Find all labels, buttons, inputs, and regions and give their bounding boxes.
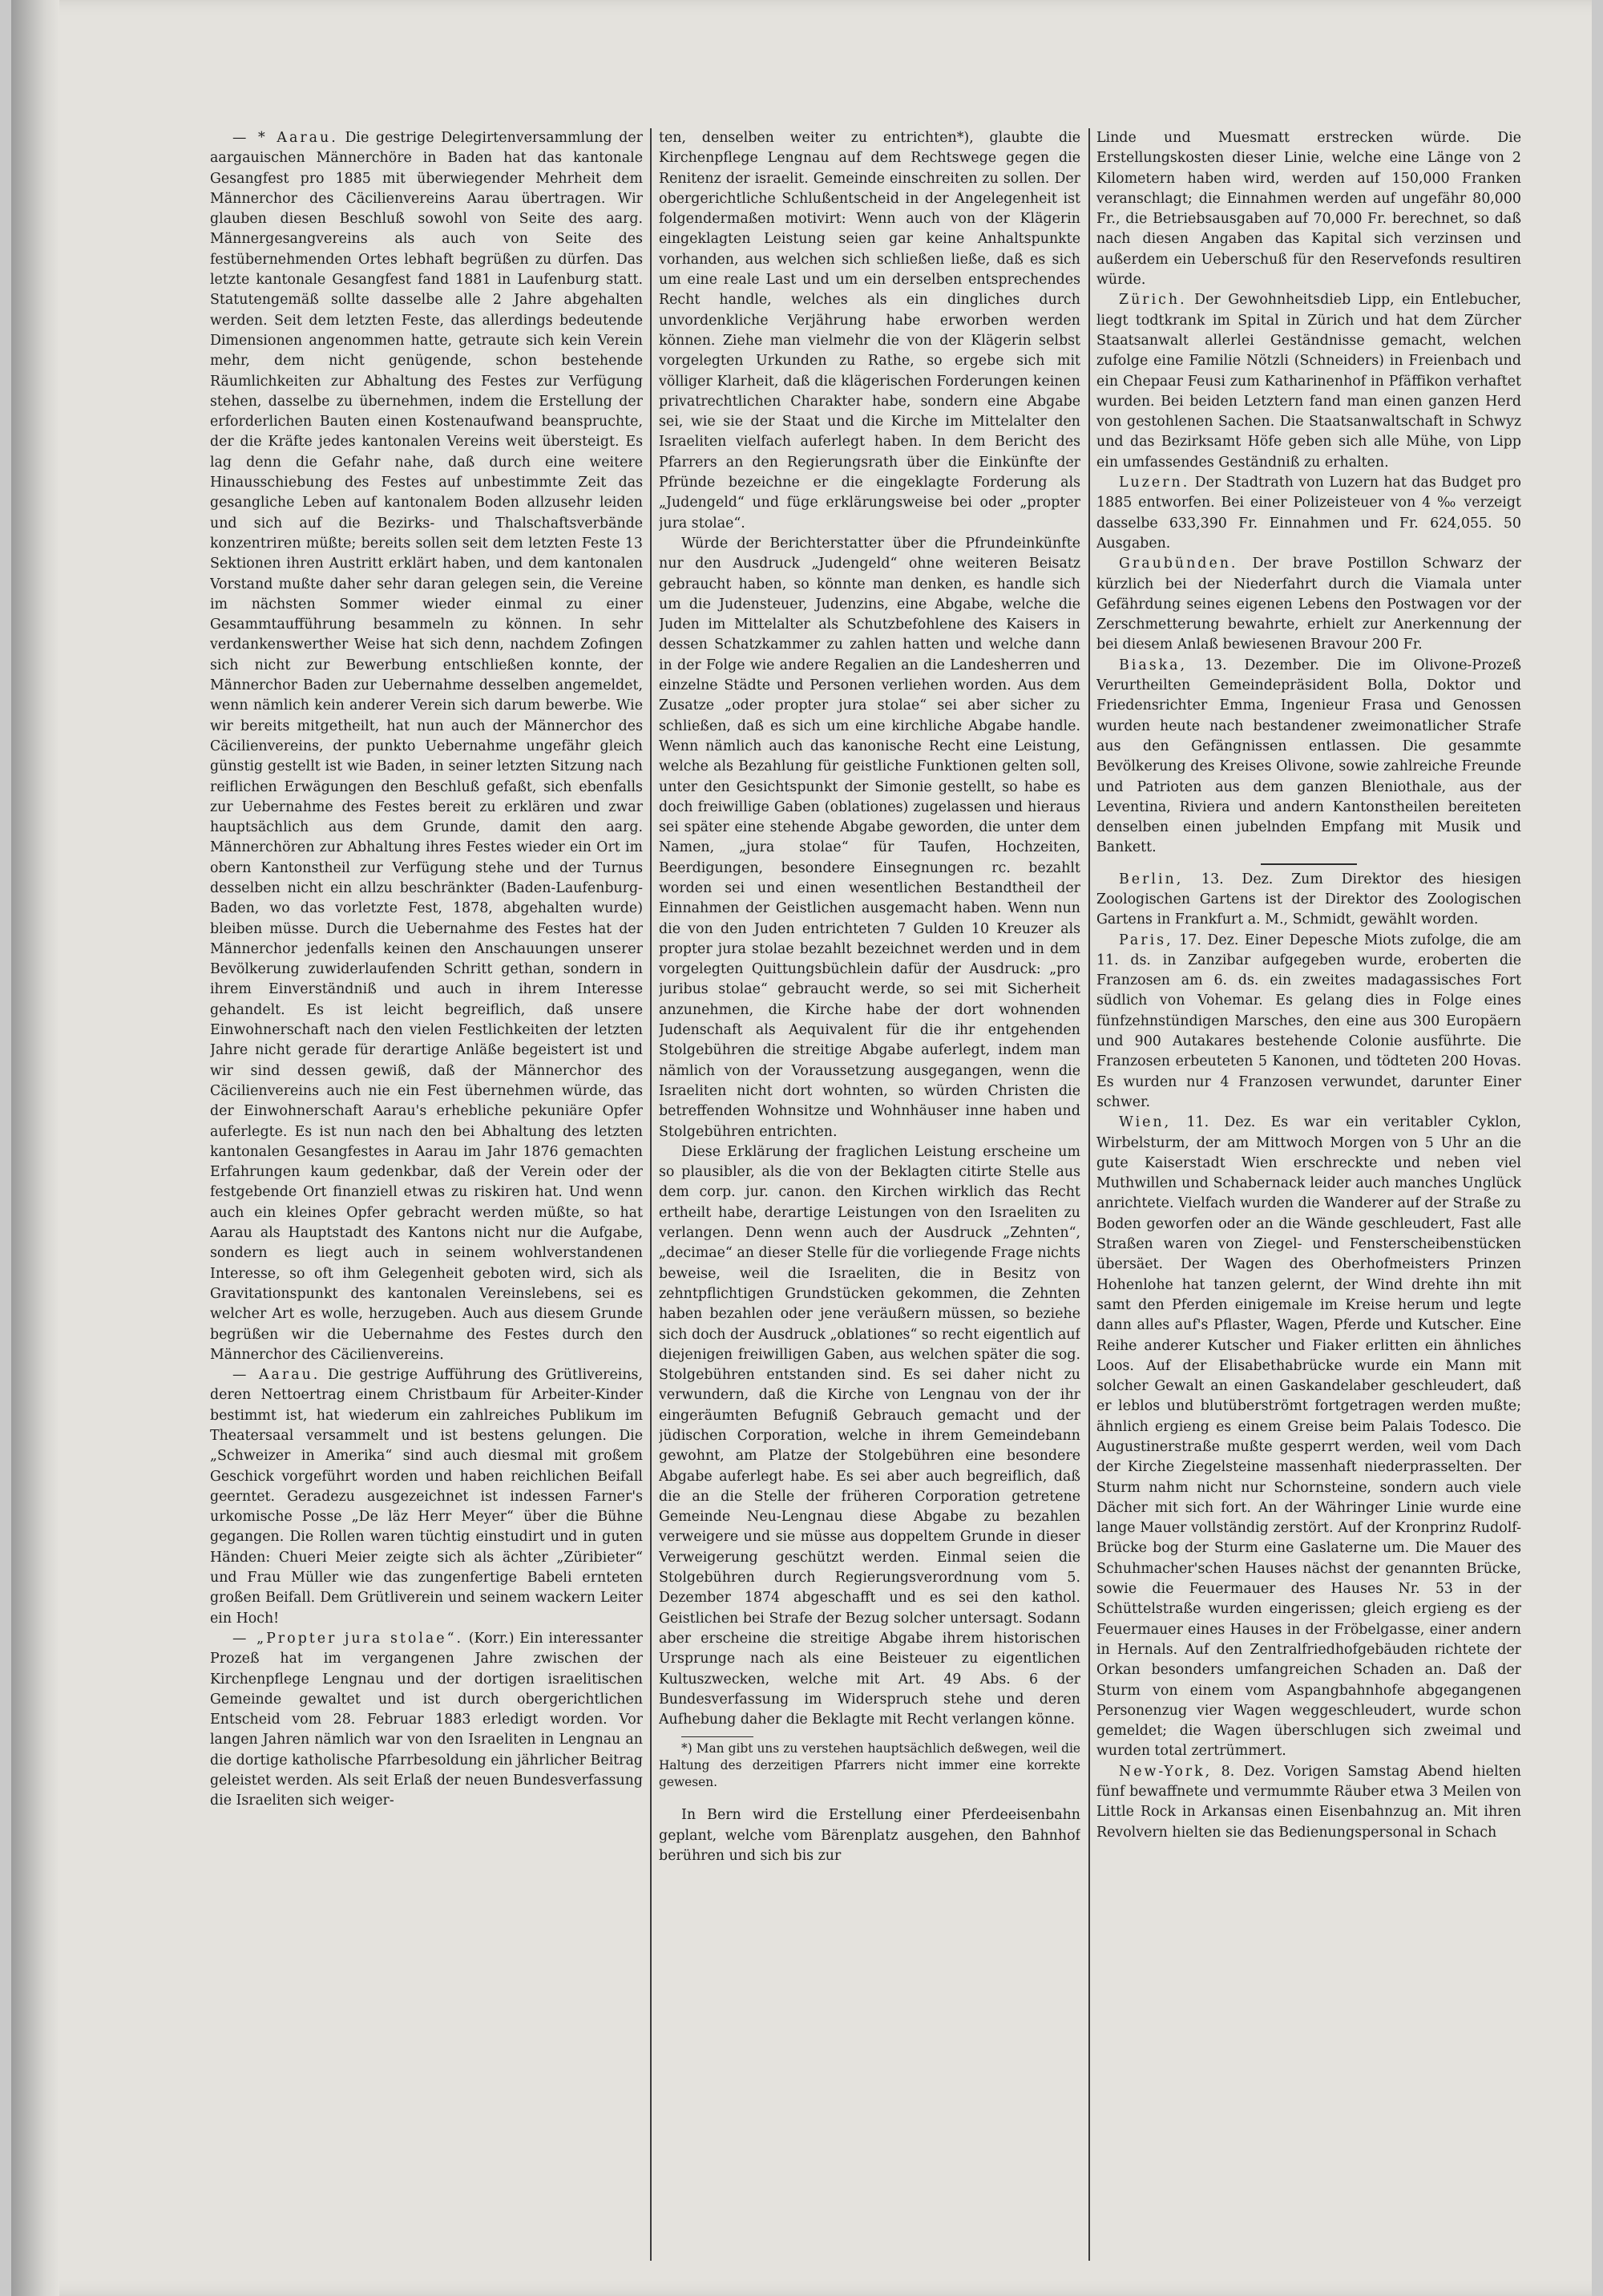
article-luzern <box>1096 473 1521 554</box>
dateline: Graubünden. <box>1119 556 1238 572</box>
article-body: 11. Dez. Es war ein veritabler Cyklon, Wirbelsturm, der am Mittwoch Morgen von 5 Uhr an die gute Kaiserstadt Wien erschreckte und neben viel Muthwillen und Schabernack leider auch manches Unglück anrichtete. Vielfach wurden die Wanderer auf der Straße zu Boden geworfen oder an die Wände geschleudert, Fast alle Straßen waren von Ziegel- und Fensterscheibenstücken übersäet. Der Wagen des Oberhofmeisters Prinzen Hohenlohe hat tanzen gelernt, der Wind drehte ihn mit samt den Pferden einigemale im Kreise herum und legte dann alles auf's Pflaster, Wagen, Pferde und Kutscher. Eine Reihe anderer Kutscher und Fiaker erlitten ein ähnliches Loos. Auf der Elisabethabrücke wurde ein Mann mit solcher Gewalt an einen Gaskandelaber geschleudert, daß er leblos und blutüberströmt fortgetragen werden mußte; ähnlich ergieng es einem Greise beim Palais Todesco. Die Augustinerstraße mußte gesperrt werden, weil vom Dach der Kirche Ziegelsteine massenhaft niederprasselten. Der Sturm nahm nicht nur Schornsteine, sondern auch viele Dächer mit sich fort. An der Währinger Linie wurde eine lange Mauer vollständig zerstört. Auf der Kronprinz Rudolf-Brücke bog der Sturm eine Gaslaterne um. Die Mauer des Schuhmacher'schen Hauses nächst der genannten Brücke, sowie die Feuermauer des Hauses Nr. 53 in der Schüttelstraße wurden eingerissen; gleich ergieng es der Feuermauer eines Hauses in der Fröbelgasse, einer andern in Hernals. Auf den Zentralfriedhofgebäuden richtete der Orkan besonders umfangreichen Schaden an. Daß der Sturm von einem vom Aspangbahnhofe abgegangenen Personenzug vier Wagen weggeschleudert, wurde schon gemeldet; die Wagen überschlugen sich zweimal und wurden total zertrümmert. <box>1096 1114 1521 1760</box>
dateline: New-York, <box>1119 1763 1213 1780</box>
footnote-rule <box>681 1736 753 1737</box>
article-body: 13. Dez. Zum Direktor des hiesigen Zoologischen Gartens ist der Direktor des Zoologischen Gartens in Frankfurt a. M., Schmidt, gewählt worden. <box>1096 871 1521 928</box>
section-separator <box>1261 863 1357 865</box>
page-spine-shadow <box>11 0 59 2296</box>
dateline: Berlin, <box>1119 871 1184 887</box>
article-paragraph: Diese Erklärung der fraglichen Leistung erscheine um so plausibler, als die von der Beklagten citirte Stelle aus dem corp. jur. canon. den Kirchen wirklich das Recht ertheilt habe, derartige Leistungen von den Israeliten zu verlangen. Denn wenn auch der Ausdruck „Zehnten“, „decimae“ an dieser Stelle für die vorliegende Frage nichts beweise, weil die Israeliten, die in Besitz von zehntpflichtigen Grundstücken gekommen, die Zehnten haben bezahlen oder jene veräußern müssen, so beziehe sich doch der Ausdruck „oblationes“ so recht eigentlich auf diejenigen freiwilligen Gaben, aus welchen später die sog. Stolgebühren entstanden sind. Es sei daher nicht zu verwundern, daß die Kirche von Lengnau von der ihr eingeräumten Befugniß Gebrauch gemacht und der jüdischen Corporation, welche in ihrem Gemeindebann gewohnt, am Platze der Stolgebühren eine besondere Abgabe auferlegt habe. Es sei aber auch begreiflich, daß die an die Stelle der früheren Corporation getretene Gemeinde Neu-Lengnau diese Abgabe zu bezahlen verweigere und sie müsse aus doppeltem Grunde in dieser Verweigerung geschützt werden. Einmal seien die Stolgebühren durch Regierungsverordnung vom 5. Dezember 1874 abgeschafft und es sei den kathol. Geistlichen bei Strafe der Bezug solcher untersagt. Sodann aber erscheine die streitige Abgabe ihrem historischen Ursprunge nach als eine Beisteuer zu eigentlichen Kultuszwecken, welche mit Art. 49 Abs. 6 der Bundesverfassung im Widerspruch stehe und deren Aufhebung daher die Beklagte mit Recht verlangen könne. <box>659 1143 1080 1728</box>
article-body: Der Gewohnheitsdieb Lipp, ein Entlebucher, liegt todtkrank im Spital in Zürich und hat dem Zürcher Staatsanwalt allerlei Geständnisse gemacht, welchen zufolge eine Familie Nötzli (Schneiders) in Freienbach und ein Chepaar Feusi zum Katharinenhof in Pfäffikon verhaftet wurden. Bei beiden Letztern fand man einen ganzen Herd von gestohlenen Sachen. Die Staatsanwaltschaft in Schwyz und das Bezirksamt Höfe geben sich alle Mühe, von Lipp ein umfassendes Geständniß zu erhalten. <box>1096 292 1521 471</box>
dateline: Luzern. <box>1119 475 1190 491</box>
column-2 <box>659 128 1080 2277</box>
article-bern-pferdebahn: In Bern wird die Erstellung einer Pferdeeisenbahn geplant, welche vom Bärenplatz ausgehen, den Bahnhof berühren und sich bis zur <box>659 1807 1080 1865</box>
article-wien <box>1096 1113 1521 1762</box>
article-body: 17. Dez. Einer Depesche Miots zufolge, die am 11. ds. in Zanzibar aufgegeben wurde, eroberten die Franzosen am 6. ds. ein zweites madagassisches Fort südlich von Vohemar. Es gelang dies in Folge eines fünfzehnstündigen Marsches, den eine aus 300 Europäern und 900 Autakares bestehende Colonie ausführte. Die Franzosen erbeuteten 5 Kanonen, und tödteten 200 Hovas. Es wurden nur 4 Franzosen verwundet, darunter Einer schwer. <box>1096 932 1521 1110</box>
article-aarau-gesangfest <box>210 128 643 1365</box>
article-paragraph: Würde der Berichterstatter über die Pfrundeinkünfte nur den Ausdruck „Judengeld“ ohne weiteren Beisatz gebraucht haben, so könnte man denken, es handle sich um die Judensteuer, Judenzins, eine Abgabe, welche die Juden im Mittelalter als Schutzbefohlene des Kaisers in dessen Schatzkammer zu zahlen hatten und welche dann in der Folge wie andere Regalien an die Landesherren und einzelne Städte und Personen verliehen worden. Aus dem Zusatze „oder propter jura stolae“ sei aber sicher zu schließen, daß es sich um eine kirchliche Abgabe handle. Wenn nämlich auch das kanonische Recht eine Leistung, welche als Bezahlung für geistliche Funktionen gelten soll, unter den Gesichtspunkt der Simonie gestellt, so habe es doch freiwillige Gaben (oblationes) zugelassen und hieraus sei später eine stehende Abgabe geworden, die unter dem Namen, „jura stolae“ für Taufen, Hochzeiten, Beerdigungen, besondere Einsegnungen rc. bezahlt worden sei und einen wesentlichen Bestandtheil der Einnahmen der Geistlichen ausgemacht haben. Wenn nun die von den Juden entrichteten 7 Gulden 10 Kreuzer als propter jura stolae bezahlt bezeichnet werden und in dem vorgelegten Quittungsbüchlein dafür der Ausdruck: „pro juribus stolae“ gebraucht werde, so sei mit Sicherheit anzunehmen, die Kirche habe der dort wohnenden Judenschaft als Aequivalent für die ihr entgehenden Stolgebühren die streitige Abgabe auferlegt, indem man nämlich von der Voraussetzung ausgegangen, wenn die Israeliten nicht dort wohnten, so würden Christen die betreffenden Wohnsitze und Wohnhäuser inne haben und Stolgebühren entrichten. <box>659 535 1080 1140</box>
column-rule-2 <box>1088 128 1090 2261</box>
column-3 <box>1096 128 1521 2277</box>
newspaper-page <box>11 0 1592 2296</box>
dateline: Wien, <box>1119 1114 1172 1131</box>
column-rule-1 <box>650 128 652 2261</box>
article-body: Die gestrige Delegirtenversammlung der aargauischen Männerchöre in Baden hat das kantonale Gesangfest pro 1885 mit überwiegender Mehrheit dem Männerchor des Cäcilienvereins Aarau übertragen. Wir glauben diesen Beschluß sowohl von Seite des aarg. Männergesangvereins als auch von Seite des festübernehmenden Ortes lebhaft begrüßen zu dürfen. Das letzte kantonale Gesangfest fand 1881 in Laufenburg statt. Statutengemäß sollte dasselbe alle 2 Jahre abgehalten werden. Seit dem letzten Feste, das allerdings bedeutende Dimensionen angenommen hatte, getraute sich kein Verein mehr, dem nicht genügende, schon bestehende Räumlichkeiten zur Abhaltung des Festes zur Verfügung stehen, dasselbe zu übernehmen, indem die Erstellung der erforderlichen Bauten einen Kostenaufwand beanspruchte, der die Kräfte jedes kantonalen Vereins weit übersteigt. Es lag denn die Gefahr nahe, daß durch eine weitere Hinausschiebung des Festes auf unbestimmte Zeit das gesangliche Leben auf kantonalem Boden allzusehr leiden und sich auf die Bezirks- und Thalschaftsverbände konzentriren müßte; bereits sollen seit dem letzten Feste 13 Sektionen ihren Austritt erklärt haben, und dem kantonalen Vorstand mußte daher sehr daran gelegen sein, die Vereine im nächsten Sommer wieder einmal zu einer Gesammtaufführung besammeln zu können. In sehr verdankenswerther Weise hat sich denn, nachdem Zofingen sich nicht zur Bewerbung entschließen konnte, der Männerchor Baden zur Uebernahme desselben angemeldet, wenn nämlich kein anderer Verein sich darum bewerbe. Wie wir bereits mitgetheilt, hat nun auch der Männerchor des Cäcilienvereins, der punkto Uebernahme ungefähr gleich günstig gestellt ist wie Baden, in seiner letzten Sitzung nach reiflichen Erwägungen den Beschluß gefaßt, sich ebenfalls zur Uebernahme des Festes bereit zu erklären und zwar hauptsächlich aus dem Grunde, damit den aarg. Männerchören zur Abhaltung ihres Festes wieder ein Ort im obern Kantonstheil zur Verfügung stehe und der Turnus desselben nicht ein allzu beschränkter (Baden-Laufenburg-Baden, wo das vorletzte Fest, 1878, abgehalten wurde) bleiben müsse. Durch die Uebernahme des Festes hat der Männerchor jedenfalls keinen den Anschauungen unserer Bevölkerung zuwiderlaufenden Schritt gethan, sondern in ihrem Einverständniß und auch in ihrem Interesse gehandelt. Es ist leicht begreiflich, daß unsere Einwohnerschaft nach den vielen Festlichkeiten der letzten Jahre nicht gerade für derartige Anläße begeistert ist und wir sind dessen gewiß, daß der Männerchor des Cäcilienvereins auch nie ein Fest übernehmen würde, das der Einwohnerschaft Aarau's erhebliche pekuniäre Opfer auferlegte. Es ist nun nach den bei Abhaltung des letzten kantonalen Gesangfestes in Aarau im Jahr 1876 gemachten Erfahrungen kaum gedenkbar, daß der Verein oder der festgebende Ort finanziell etwas zu riskiren hat. Und wenn auch ein kleines Opfer gebracht werden müßte, so hat Aarau als Hauptstadt des Kantons nicht nur die Aufgabe, sondern es liegt auch in seinem wohlverstandenen Interesse, so oft ihm Gelegenheit geboten wird, sich als Gravitationspunkt des kantonalen Vereinslebens, sei es welcher Art es wolle, herzugeben. Auch aus diesem Grunde begrüßen wir die Uebernahme des Festes durch den Männerchor des Cäcilienvereins. <box>210 130 643 1363</box>
article-berlin <box>1096 870 1521 931</box>
footnote: *) Man gibt uns zu verstehen hauptsächlich deßwegen, weil die Haltung des derzeitigen Pfarrers nicht immer eine korrekte gewesen. <box>659 1741 1080 1790</box>
article-body: Die gestrige Aufführung des Grütlivereins, deren Nettoertrag einem Christbaum für Arbeiter-Kinder bestimmt ist, hat wiederum ein zahlreiches Publikum im Theatersaal versammelt und ist bestens gelungen. Die „Schweizer in Amerika“ sind auch diesmal mit großem Geschick vorgeführt worden und haben reichlichen Beifall geerntet. Geradezu ausgezeichnet ist indessen Farner's urkomische Posse „De läz Herr Meyer“ über die Bühne gegangen. Die Rollen waren tüchtig einstudirt und in guten Händen: Chueri Meier zeigte sich als ächter „Züribieter“ und Frau Müller wie das zungenfertige Babeli ernteten großen Beifall. Dem Grütliverein und seinem wackern Leiter ein Hoch! <box>210 1367 643 1627</box>
article-biaska <box>1096 656 1521 859</box>
article-aarau-gruetliverein <box>210 1365 643 1629</box>
dateline: — Aarau. <box>232 1367 321 1384</box>
article-graubuenden <box>1096 554 1521 655</box>
article-continuation: ten, denselben weiter zu entrichten*), glaubte die Kirchenpflege Lengnau auf dem Rechtswege gegen die Renitenz der israelit. Gemeinde einschreiten zu sollen. Der obergerichtliche Schlußentscheid in der Angelegenheit ist folgendermaßen motivirt: Wenn auch von der Klägerin eingeklagten Leistung seien gar keine Anhaltspunkte vorhanden, aus welchen sich schließen ließe, daß es sich um eine reale Last und um ein derselben entsprechendes Recht handle, welches als ein dingliches durch unvordenkliche Verjährung habe erworben werden können. Ziehe man vielmehr die von der Klägerin selbst vorgelegten Urkunden zu Rathe, so ergebe sich mit völliger Klarheit, daß die klägerischen Forderungen keinen privatrechtlichen Charakter habe, sondern eine Abgabe sei, wie sie der Staat und die Kirche im Mittelalter den Israeliten vielfach auferlegt haben. In dem Bericht des Pfarrers an den Regierungsrath über die Einkünfte der Pfründe bezeichne er die eingeklagte Forderung als „Judengeld“ und füge erklärungsweise bei oder „propter jura stolae“. <box>659 130 1080 532</box>
article-propter-jura-stolae <box>210 1629 643 1812</box>
dateline: — * Aarau. <box>232 130 338 146</box>
dateline: Zürich. <box>1119 292 1187 309</box>
dateline: Biaska, <box>1119 657 1188 673</box>
article-continuation: Linde und Muesmatt erstrecken würde. Die Erstellungskosten dieser Linie, welche eine Länge von 2 Kilometern haben wird, werden auf 150,000 Franken veranschlagt; die Einnahmen werden auf ungefähr 80,000 Fr., die Betriebsausgaben auf 70,000 Fr. berechnet, so daß nach diesen Angaben das Kapital sich verzinsen und außerdem ein Ueberschuß für den Reservefonds resultiren würde. <box>1096 130 1521 289</box>
article-new-york <box>1096 1762 1521 1843</box>
dateline: Paris, <box>1119 932 1173 948</box>
headline: — „Propter jura stolae“. <box>232 1630 463 1647</box>
article-paris <box>1096 931 1521 1114</box>
article-body: Der Stadtrath von Luzern hat das Budget pro 1885 entworfen. Bei einer Polizeisteuer von 4 ‰ verzeigt dasselbe 633,390 Fr. Einnahmen und Fr. 624,055. 50 Ausgaben. <box>1096 475 1521 552</box>
article-body: 13. Dezember. Die im Olivone-Prozeß Verurtheilten Gemeindepräsident Bolla, Doktor und Friedensrichter Emma, Ingenieur Frasa und Genossen wurden heute nach bestandener zweimonatlicher Strafe aus den Gefängnissen entlassen. Die gesammte Bevölkerung des Kreises Olivone, sowie zahlreiche Freunde und Patrioten aus dem ganzen Bleniothale, aus der Leventina, Riviera und andern Kantonstheilen bereiteten denselben einen jubelnden Empfang mit Musik und Bankett. <box>1096 657 1521 856</box>
article-body: (Korr.) Ein interessanter Prozeß hat im vergangenen Jahre zwischen der Kirchenpflege Lengnau und der dortigen israelitischen Gemeinde gewaltet und ist durch obergerichtlichen Entscheid vom 28. Februar 1883 erledigt worden. Vor langen Jahren nämlich war von den Israeliten in Lengnau an die dortige katholische Pfarrbesoldung ein jährlicher Beitrag geleistet werden. Als seit Erlaß der neuen Bundesverfassung die Israeliten sich weiger- <box>210 1630 643 1809</box>
article-zuerich <box>1096 290 1521 473</box>
column-1 <box>210 128 643 2277</box>
article-body: 8. Dez. Vorigen Samstag Abend hielten fünf bewaffnete und vermummte Räuber etwa 3 Meilen von Little Rock in Arkansas einen Eisenbahnzug an. Mit ihren Revolvern hielten sie das Bedienungspersonal in Schach <box>1096 1763 1521 1841</box>
article-body: Der brave Postillon Schwarz der kürzlich bei der Niederfahrt durch die Viamala unter Gefährdung seines eigenen Lebens den Postwagen vor der Zerschmetterung bewahrte, erhielt zur Anerkennung der bei diesem Anlaß bewiesenen Bravour 200 Fr. <box>1096 556 1521 653</box>
